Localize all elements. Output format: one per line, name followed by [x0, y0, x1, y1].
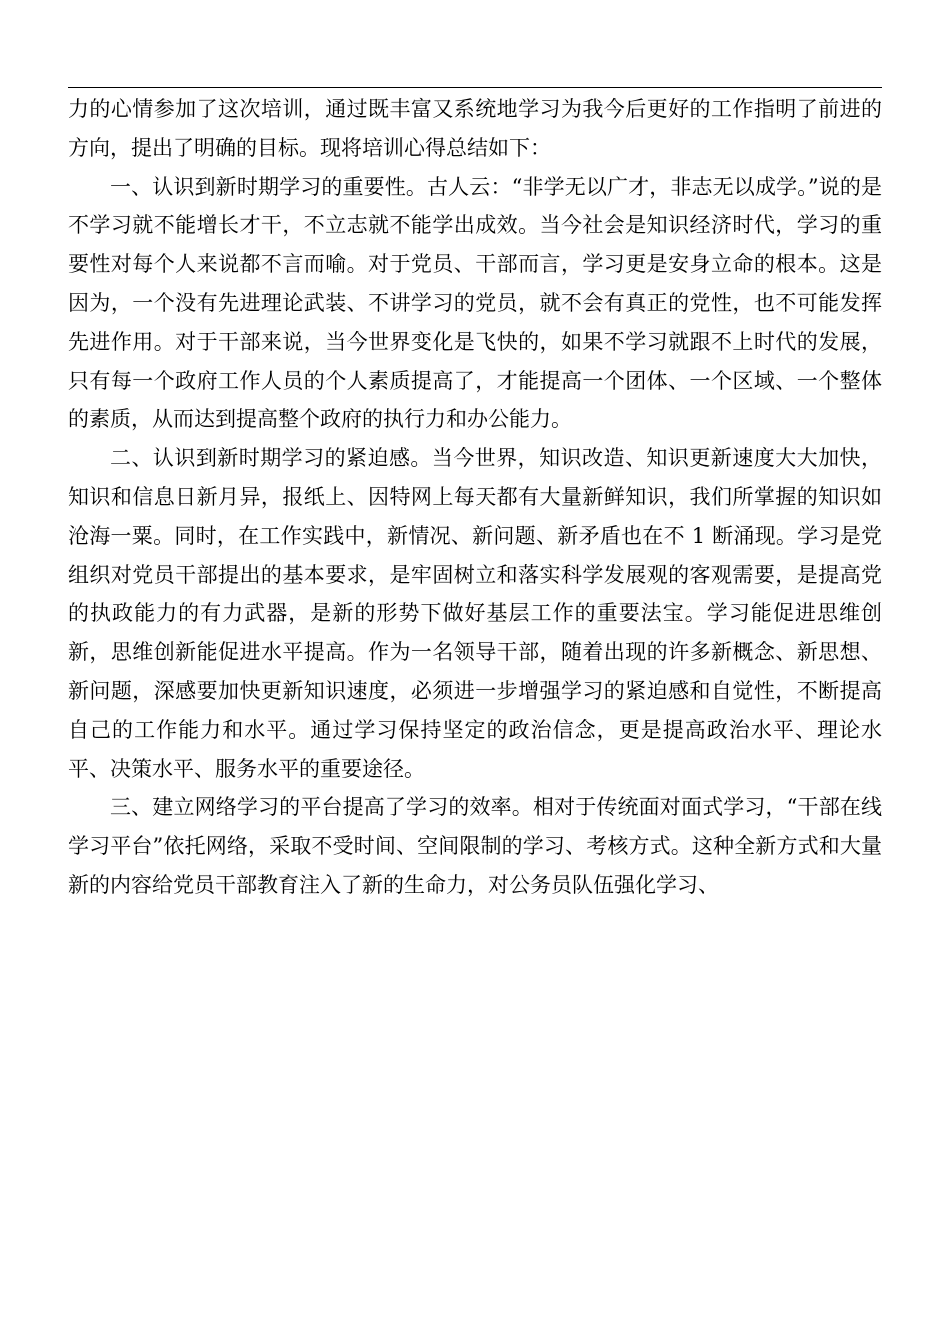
- paragraph-section-two: 二、认识到新时期学习的紧迫感。当今世界，知识改造、知识更新速度大大加快，知识和信息日新月异，报纸上、因特网上每天都有大量新鲜知识，我们所掌握的知识如沧海一粟。同时，在工作实践中，新情况、新问题、新矛盾也在不 1 断涌现。学习是党组织对党员干部提出的基本要求，是牢固树立和落实科学发展观的客观需要，是提高党的执政能力的有力武器，是新的形势下做好基层工作的重要法宝。学习能促进思维创新，思维创新能促进水平提高。作为一名领导干部，随着出现的许多新概念、新思想、新问题，深感要加快更新知识速度，必须进一步增强学习的紧迫感和自觉性，不断提高自己的工作能力和水平。通过学习保持坚定的政治信念，更是提高政治水平、理论水平、决策水平、服务水平的重要途径。: [68, 446, 882, 781]
- document-body: [68, 90, 882, 905]
- paragraph-section-one: 一、认识到新时期学习的重要性。古人云：“非学无以广才，非志无以成学。”说的是不学习就不能增长才干，不立志就不能学出成效。当今社会是知识经济时代，学习的重要性对每个人来说都不言而喻。对于党员、干部而言，学习更是安身立命的根本。这是因为，一个没有先进理论武装、不讲学习的党员，就不会有真正的党性，也不可能发挥先进作用。对于干部来说，当今世界变化是飞快的，如果不学习就跟不上时代的发展，只有每一个政府工作人员的个人素质提高了，才能提高一个团体、一个区域、一个整体的素质，从而达到提高整个政府的执行力和办公能力。: [68, 174, 882, 432]
- paragraph-intro-continuation: 力的心情参加了这次培训，通过既丰富又系统地学习为我今后更好的工作指明了前进的方向，提出了明确的目标。现将培训心得总结如下：: [68, 97, 882, 160]
- header-rule: [68, 87, 882, 88]
- paragraph-section-three: 三、建立网络学习的平台提高了学习的效率。相对于传统面对面式学习，“干部在线学习平台”依托网络，采取不受时间、空间限制的学习、考核方式。这种全新方式和大量新的内容给党员干部教育注入了新的生命力，对公务员队伍强化学习、: [68, 795, 882, 897]
